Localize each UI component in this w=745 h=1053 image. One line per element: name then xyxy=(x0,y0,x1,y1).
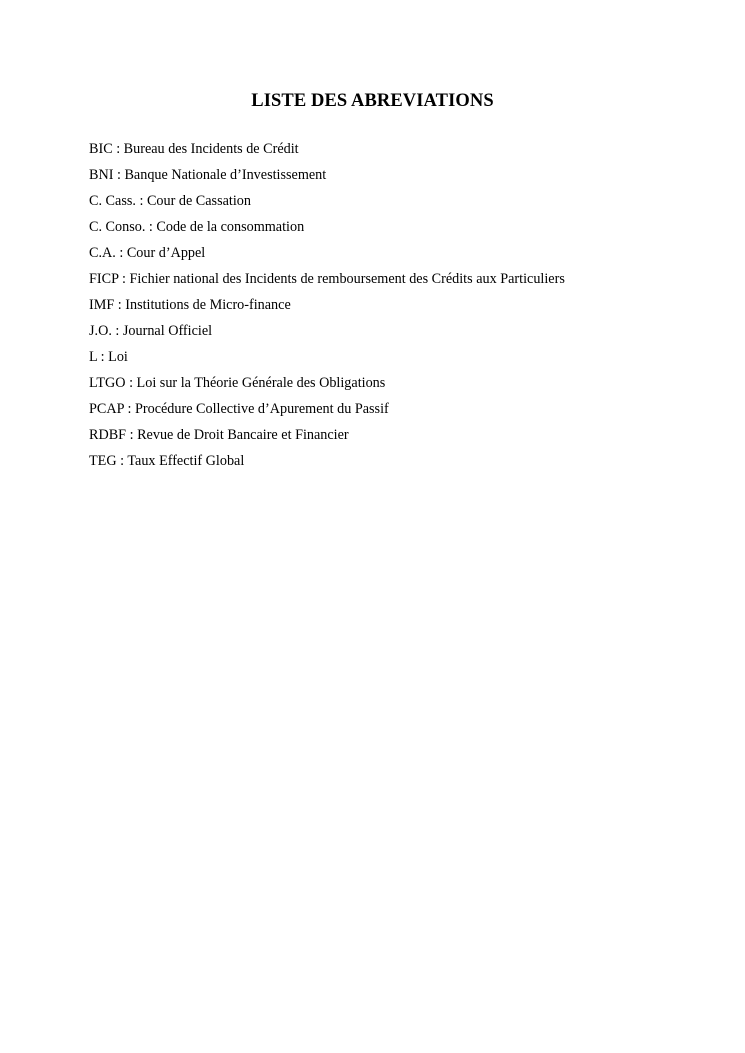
abbreviation-item: BIC : Bureau des Incidents de Crédit xyxy=(89,141,299,157)
abbreviation-item: L : Loi xyxy=(89,349,128,365)
abbreviation-item: PCAP : Procédure Collective d’Apurement du Passif xyxy=(89,401,389,417)
abbreviation-list xyxy=(89,139,565,477)
abbreviation-item: RDBF : Revue de Droit Bancaire et Financier xyxy=(89,427,349,443)
abbreviation-item: FICP : Fichier national des Incidents de remboursement des Crédits aux Particuliers xyxy=(89,271,565,287)
abbreviation-item: C. Conso. : Code de la consommation xyxy=(89,219,305,235)
page-title: LISTE DES ABREVIATIONS xyxy=(251,91,494,111)
abbreviation-item: BNI : Banque Nationale d’Investissement xyxy=(89,167,327,183)
abbreviation-item: C.A. : Cour d’Appel xyxy=(89,245,206,261)
abbreviation-item: LTGO : Loi sur la Théorie Générale des Obligations xyxy=(89,375,386,391)
abbreviation-item: J.O. : Journal Officiel xyxy=(89,323,213,339)
abbreviation-item: TEG : Taux Effectif Global xyxy=(89,453,245,469)
abbreviation-item: IMF : Institutions de Micro-finance xyxy=(89,297,291,313)
abbreviation-item: C. Cass. : Cour de Cassation xyxy=(89,193,251,209)
